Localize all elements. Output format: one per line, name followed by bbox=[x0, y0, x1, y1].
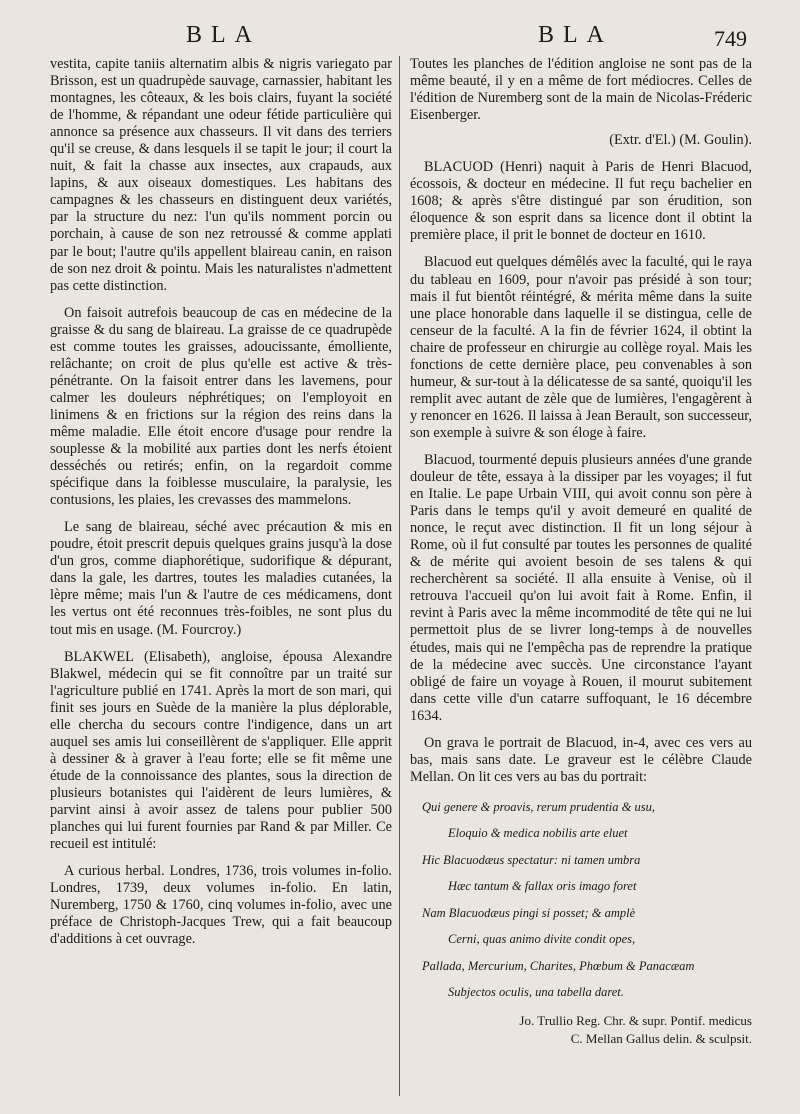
verse-line: Pallada, Mercurium, Charites, Phœbum & Panacæam bbox=[422, 958, 695, 973]
article-blacuod-voyages: Blacuod, tourmenté depuis plusieurs années d'une grande douleur de tête, essaya à la dissiper par les voyages; il fut en Italie. Le pape Urbain VIII, qui avoit connu son père à Paris dans le temps qu'il y avoit demeuré en qualité de nonce, le reçut avec distinction. Il fit un long séjour à Rome, où il fut consulté par toutes les personnes de qualité & de mérite qui avoient besoin de ses talens & qui recherchèrent sa société. Il alla ensuite à Venise, où il retrouva l'accueil qu'on lui avoit fait à Rome. Enfin, il revint à Paris avec la même incommodité de tête qui ne lui permettoit plus de se livrer long-temps à de nouvelles études, mais qui ne l'empêcha pas de reprendre la pratique de la médecine avec succès. Une circonstance l'ayant obligé de faire un voyage à Rouen, il mourut subitement dans cette ville d'un catarre suffoquant, le 16 décembre 1634. bbox=[410, 451, 752, 724]
verse-line: Cerni, quas animo divite condit opes, bbox=[448, 932, 636, 947]
article-blaireau-medicine: On faisoit autrefois beaucoup de cas en médecine de la graisse & du sang de blaireau. La graisse de ce quadrupède est comme toutes les graisses, adoucissante, émolliente, relâchante; on croit de plus qu'elle est active & très-pénétrante. On la faisoit entrer dans les lavemens, pour calmer les douleurs néphrétiques; on l'employoit en linimens & en frictions sur la région des reins dans la même maladie. Elle étoit encore d'usage pour rendre la souplesse & la mobilité aux parties dont les nerfs étoient desséchés ou retirés; enfin, on la regardoit comme spécifique dans la foiblesse musculaire, la paralysie, les contusions, les plaies, les crevasses des mammelons. bbox=[50, 304, 392, 509]
article-blakwel: BLAKWEL (Elisabeth), angloise, épousa Alexandre Blakwel, médecin qui se fit connoître par un traité sur l'agriculture publié en 1741. Après la mort de son mari, qui finit ses jours en Suède de la manière la plus déplorable, elle chercha du secours contre l'indigence, dans un art auquel ses amis lui conseillèrent de s'appliquer. Elle apprit à dessiner & à graver à l'eau forte; elle se fit même une étude de la connoissance des plantes, sous la direction de plusieurs botanistes qui l'aidèrent de leurs lumières, & parvint ainsi à avoir assez de talens pour publier 500 planches qui lui furent fournies par Rand & par Miller. Ce recueil est intitulé: bbox=[50, 648, 392, 853]
signature-block bbox=[410, 1012, 752, 1048]
verse-line: Hic Blacuodæus spectatur: ni tamen umbra bbox=[422, 852, 641, 867]
running-header-right: BLA bbox=[538, 22, 613, 48]
verse-line: Eloquio & medica nobilis arte eluet bbox=[448, 826, 628, 841]
signature-line: C. Mellan Gallus delin. & sculpsit. bbox=[570, 1030, 752, 1046]
article-blacuod-faculte: Blacuod eut quelques démêlés avec la faculté, qui le raya du tableau en 1609, pour n'avoir pas présidé à son tour; mais il fut bientôt réintégré, & mérita même dans la suite une place honorable dans laquelle il se distingua, celle de censeur de la faculté. A la fin de février 1624, il obtint la chaire de professeur en chirurgie au collège royal. Mais les fonctions de cette dernière place, peu convenables à son humeur, & sur-tout à la délicatesse de sa santé, quoiqu'il les remplit avec autant de zèle que de lumières, l'engagèrent à y renoncer en 1626. Il laissa à Jean Berault, son successeur, son exemple à suivre & son éloge à faire. bbox=[410, 254, 752, 441]
right-column bbox=[410, 56, 752, 1048]
article-blaireau-continued: vestita, capite taniis alternatim albis & nigris variegato par Brisson, est un quadrupède sauvage, carnassier, habitant les montagnes, les côteaux, & les bois clairs, fuyant la société de l'homme, & répandant une odeur fétide particulière qui annonce sa présence aux chasseurs. Il vit dans des terriers qu'il se creuse, & dans lesquels il se tapit le jour; il court la nuit, & fait la chasse aux insectes, aux crapauds, aux lapins, & aux oiseaux domestiques. Les habitans des campagnes & les chasseurs en distinguent deux variétés, par la structure du nez: l'un qu'ils nomment porcin ou porchain, à cause de son nez retroussé & comme applati par le bout; l'autre qu'ils appellent blaireau canin, en raison de son nez droit & pointu. Mais les naturalistes n'admettent pas cette distinction. bbox=[50, 56, 392, 294]
column-divider bbox=[399, 56, 400, 1096]
verse-line: Qui genere & proavis, rerum prudentia & usu, bbox=[422, 799, 655, 814]
article-blacuod: BLACUOD (Henri) naquit à Paris de Henri Blacuod, écossois, & docteur en médecine. Il fut reçu bachelier en 1608; & après s'être distingué par son érudition, son éloquence & son esprit dans sa licence dont il obtint la première place, il prit le bonnet de docteur en 1610. bbox=[410, 159, 752, 244]
verse-line: Hæc tantum & fallax oris imago foret bbox=[448, 879, 637, 894]
running-header-left: BLA bbox=[186, 22, 261, 48]
verse-line: Nam Blacuodæus pingi si posset; & amplè bbox=[422, 905, 636, 920]
page-number: 749 bbox=[714, 26, 747, 51]
article-blaireau-sang: Le sang de blaireau, séché avec précaution & mis en poudre, étoit prescrit depuis quelques grains jusqu'à la dose d'un gros, comme diaphorétique, sudorifique & dépurant, dans la gale, les dartres, toutes les maladies cutanées, la lèpre même; mais l'un & l'autre de ces médicamens, dont les vertus ont été reconnues très-foibles, ne sont plus du tout mis en usage. (M. Fourcroy.) bbox=[50, 519, 392, 638]
signature-line: Jo. Trullio Reg. Chr. & supr. Pontif. medicus bbox=[519, 1012, 752, 1028]
article-blacuod-portrait: On grava le portrait de Blacuod, in-4, avec ces vers au bas, mais sans date. Le graveur est le célèbre Claude Mellan. On lit ces vers au bas du portrait: bbox=[410, 734, 752, 785]
left-column bbox=[50, 56, 392, 948]
article-blakwel-bibliography: A curious herbal. Londres, 1736, trois volumes in-folio. Londres, 1739, deux volumes in-folio. En latin, Nuremberg, 1750 & 1760, cinq volumes in-folio, avec une préface de Christoph-Jacques Trew, qui a fait beaucoup d'additions à cet ouvrage. bbox=[50, 863, 392, 948]
latin-verses bbox=[410, 794, 752, 1006]
article-blakwel-continued: Toutes les planches de l'édition angloise ne sont pas de la même beauté, il y en a même de fort médiocres. Celles de l'édition de Nuremberg sont de la main de Nicolas-Fréderic Eisenberger. bbox=[410, 56, 752, 124]
source-citation: (Extr. d'El.) (M. Goulin). bbox=[609, 132, 752, 149]
verse-line: Subjectos oculis, una tabella daret. bbox=[448, 985, 624, 1000]
